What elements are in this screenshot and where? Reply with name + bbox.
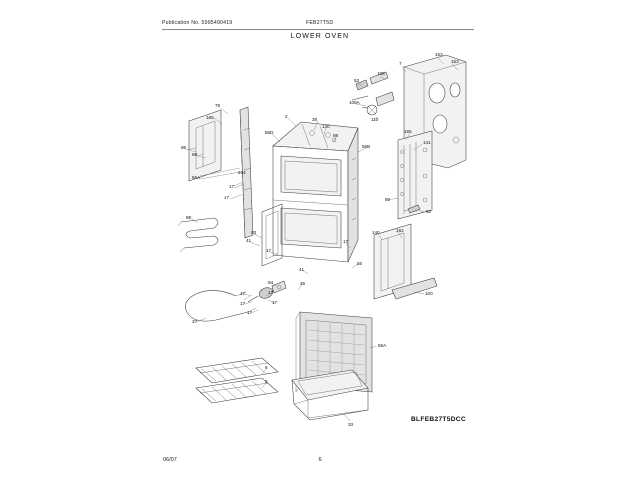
- callout-ref: 56A: [192, 175, 201, 180]
- callout-ref: 93: [251, 230, 257, 235]
- callout-ref: 130: [322, 124, 330, 129]
- callout-ref: 56: [357, 261, 363, 266]
- callout-ref: 100: [425, 291, 433, 296]
- callout-ref: 17: [224, 195, 230, 200]
- callout-ref: 36: [300, 281, 306, 286]
- callout-ref: 94: [268, 280, 274, 285]
- callout-ref: 6: [265, 365, 268, 370]
- callout-ref: 108: [377, 71, 385, 76]
- callout-ref: 53: [354, 78, 360, 83]
- callout-ref: 41: [299, 267, 305, 272]
- callout-ref: 17: [247, 310, 253, 315]
- callout-ref: 37: [192, 319, 198, 324]
- callout-ref: 56B: [362, 144, 371, 149]
- callout-ref: 92: [426, 209, 432, 214]
- part-broil-element-lower: [185, 290, 256, 321]
- model-code-label: BLFEB27T5DCC: [411, 416, 466, 423]
- callout-ref: 38: [312, 117, 318, 122]
- callout-ref: 140: [372, 230, 380, 235]
- publication-number: Publication No. 5995490419: [162, 20, 233, 26]
- callout-ref: 41: [246, 238, 252, 243]
- model-number: FEB27T5D: [306, 20, 334, 26]
- part-left-inner-panel: [186, 110, 221, 181]
- callout-ref: 2: [285, 114, 288, 119]
- callout-ref: 17: [229, 184, 235, 189]
- callout-ref: 108A: [349, 100, 360, 105]
- callout-ref: 79: [215, 103, 221, 108]
- footer-page-number: 6: [318, 457, 322, 463]
- callout-ref: 163: [451, 59, 459, 64]
- callout-ref: 8E: [186, 215, 192, 220]
- callout-ref: 89: [192, 152, 198, 157]
- callout-ref: 17: [266, 248, 272, 253]
- callout-ref: 17: [268, 290, 274, 295]
- callout-ref: 17: [343, 239, 349, 244]
- callout-ref: 141: [423, 140, 431, 145]
- page-title: LOWER OVEN: [290, 33, 350, 40]
- callout-ref: 98: [181, 145, 187, 150]
- callout-ref: 80: [385, 197, 391, 202]
- footer-date: 06/07: [163, 457, 177, 463]
- callout-ref: 33: [348, 422, 354, 427]
- callout-ref: 163: [435, 52, 443, 57]
- callout-ref: 17: [272, 300, 278, 305]
- callout-ref: 56D: [265, 130, 274, 135]
- callout-ref: 98: [333, 133, 339, 138]
- callout-ref: 7: [399, 61, 402, 66]
- callout-ref: 264: [238, 170, 246, 175]
- callout-ref: 17: [240, 301, 246, 306]
- part-thermostat-assembly: [244, 281, 286, 302]
- callout-ref: 165: [206, 115, 214, 120]
- callout-ref: 2: [265, 379, 268, 384]
- callout-ref: 17: [240, 291, 246, 296]
- callout-ref: 165: [404, 129, 412, 134]
- callout-ref: 162: [396, 228, 404, 233]
- callout-ref: 56A: [378, 343, 387, 348]
- callout-ref: 110: [371, 117, 379, 122]
